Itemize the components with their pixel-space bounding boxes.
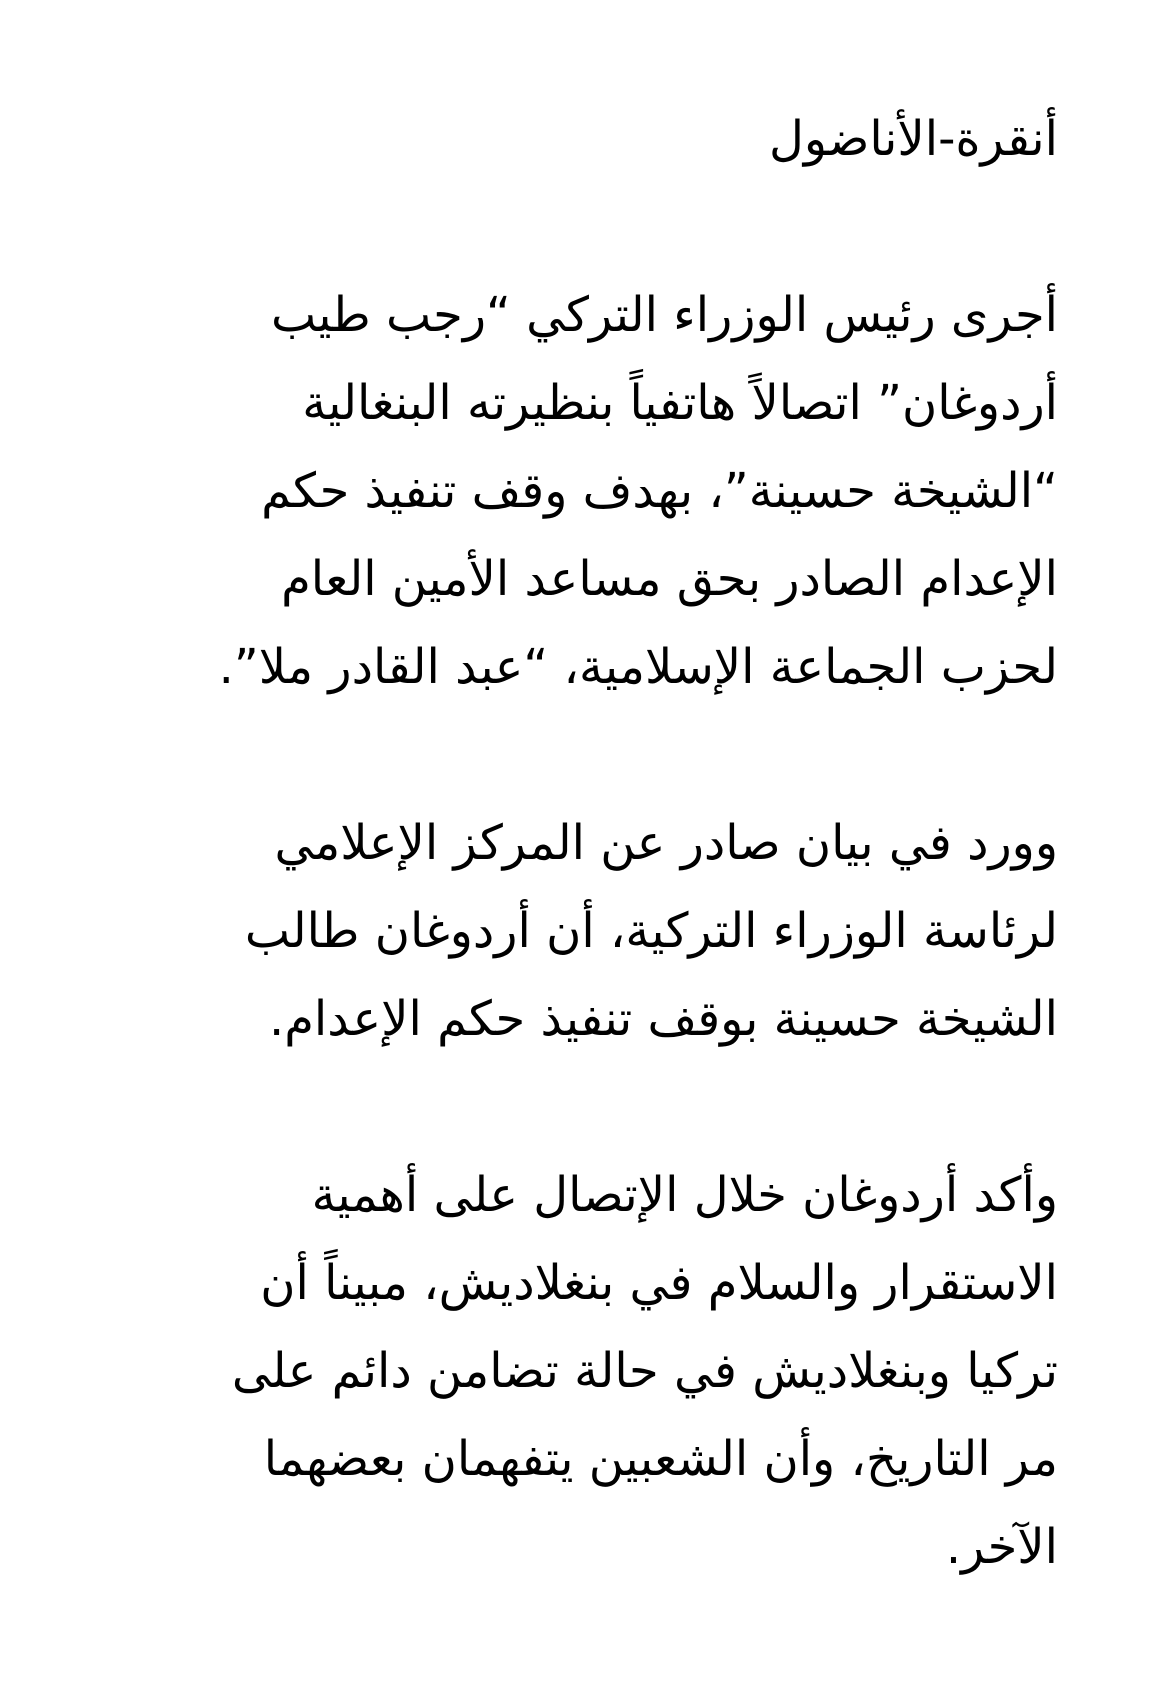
- paragraph-line: وأكد أردوغان خلال الإتصال على أهمية: [311, 1167, 1058, 1223]
- article-body: [58, 95, 1058, 1591]
- paragraph-line: تركيا وبنغلاديش في حالة تضامن دائم على: [231, 1343, 1058, 1399]
- dateline: أنقرة-الأناضول: [768, 111, 1058, 167]
- paragraph-3: [58, 1151, 1058, 1591]
- paragraph-line: لحزب الجماعة الإسلامية، “عبد القادر ملا”.: [218, 639, 1058, 695]
- paragraph-line: أجرى رئيس الوزراء التركي “رجب طيب: [270, 287, 1058, 343]
- paragraph-1: [58, 271, 1058, 711]
- paragraph-line: مر التاريخ، وأن الشعبين يتفهمان بعضهما: [263, 1431, 1058, 1487]
- paragraph-line: الآخر.: [945, 1519, 1058, 1575]
- paragraph-line: الشيخة حسينة بوقف تنفيذ حكم الإعدام.: [268, 991, 1058, 1047]
- paragraph-line: “الشيخة حسينة”، بهدف وقف تنفيذ حكم: [261, 463, 1058, 519]
- paragraph-line: لرئاسة الوزراء التركية، أن أردوغان طالب: [244, 903, 1058, 959]
- paragraph-line: وورد في بيان صادر عن المركز الإعلامي: [274, 815, 1058, 871]
- paragraph-line: أردوغان” اتصالاً هاتفياً بنظيرته البنغالية: [302, 375, 1058, 431]
- paragraph-line: الاستقرار والسلام في بنغلاديش، مبيناً أن: [260, 1255, 1058, 1311]
- paragraph-line: الإعدام الصادر بحق مساعد الأمين العام: [281, 551, 1058, 607]
- paragraph-2: [58, 799, 1058, 1063]
